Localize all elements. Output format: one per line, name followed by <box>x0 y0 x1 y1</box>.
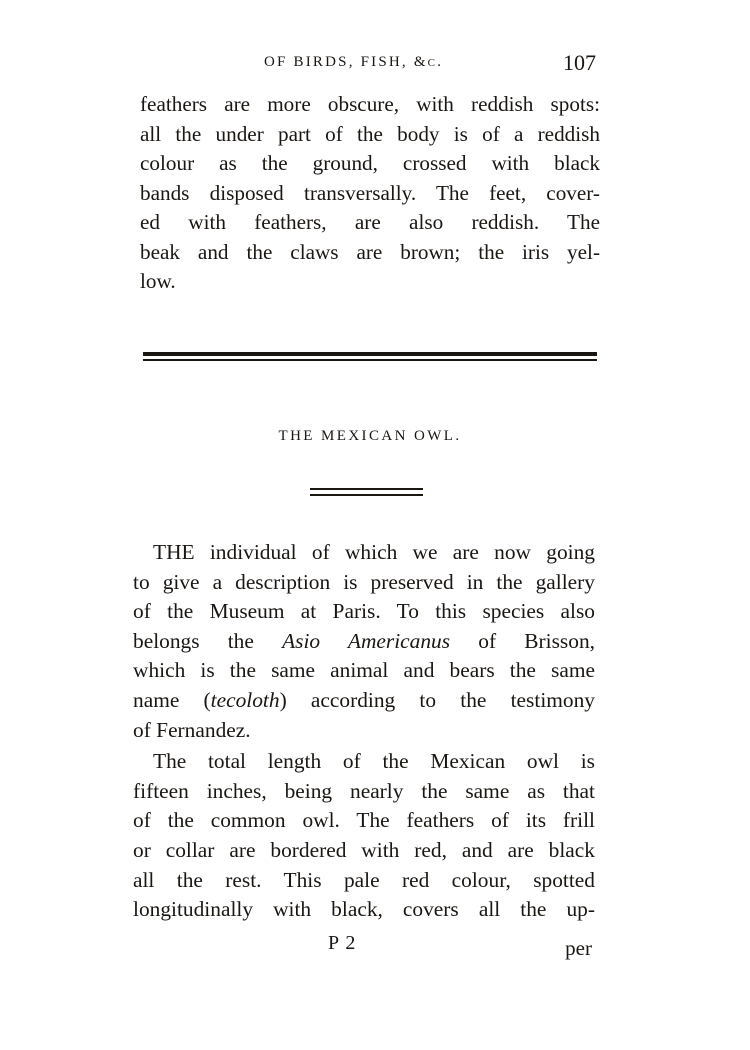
page-number: 107 <box>563 50 596 75</box>
text-line: The total length of the Mexican owl is <box>153 749 595 774</box>
text-fragment: belongs the <box>133 628 283 653</box>
text-line: of the common owl. The feathers of its frill <box>133 808 595 833</box>
ornament-rule-bottom <box>310 494 423 496</box>
text-line <box>133 627 595 657</box>
thick-rule <box>143 352 597 356</box>
text-fragment: ) according to the testimony <box>279 687 595 712</box>
text-line: beak and the claws are brown; the iris yel- <box>140 239 600 264</box>
text-line: ed with feathers, are also reddish. The <box>140 210 600 234</box>
text-line: fifteen inches, being nearly the same as that <box>133 778 595 803</box>
signature-mark: P 2 <box>328 932 357 954</box>
text-fragment: of Brisson, <box>450 628 595 653</box>
text-line: or collar are bordered with red, and are black <box>133 837 595 862</box>
running-head <box>140 50 602 80</box>
page-footer <box>140 932 600 964</box>
text-line: to give a description is preserved in the gallery <box>133 569 595 594</box>
italic-species-name: Asio Americanus <box>282 628 451 653</box>
text-line: of Fernandez. <box>133 717 251 742</box>
text-line: colour as the ground, crossed with black <box>140 151 600 175</box>
text-line: feathers are more obscure, with reddish spots: <box>140 92 600 116</box>
text-line: low. <box>140 269 176 293</box>
text-line: all the rest. This pale red colour, spotted <box>133 867 595 892</box>
continued-paragraph <box>140 90 600 297</box>
text-line: which is the same animal and bears the same <box>133 658 595 683</box>
text-line: longitudinally with black, covers all the up- <box>133 897 595 922</box>
text-fragment: name ( <box>133 687 211 712</box>
section-divider-rule <box>143 352 597 362</box>
text-line <box>133 686 595 716</box>
text-line: THE individual of which we are now going <box>153 540 595 564</box>
thin-rule <box>143 359 597 361</box>
main-text <box>133 538 595 925</box>
italic-native-name: tecoloth <box>210 687 280 712</box>
section-heading: THE MEXICAN OWL. <box>278 428 462 444</box>
running-title: OF BIRDS, FISH, &c. <box>264 54 444 70</box>
text-line: bands disposed transversally. The feet, cover- <box>140 180 600 205</box>
text-line: all the under part of the body is of a reddish <box>140 121 600 146</box>
ornament-rule-top <box>310 488 423 490</box>
text-line: of the Museum at Paris. To this species also <box>133 599 595 624</box>
catchword: per <box>565 936 592 960</box>
heading-ornament-rule <box>310 488 423 498</box>
